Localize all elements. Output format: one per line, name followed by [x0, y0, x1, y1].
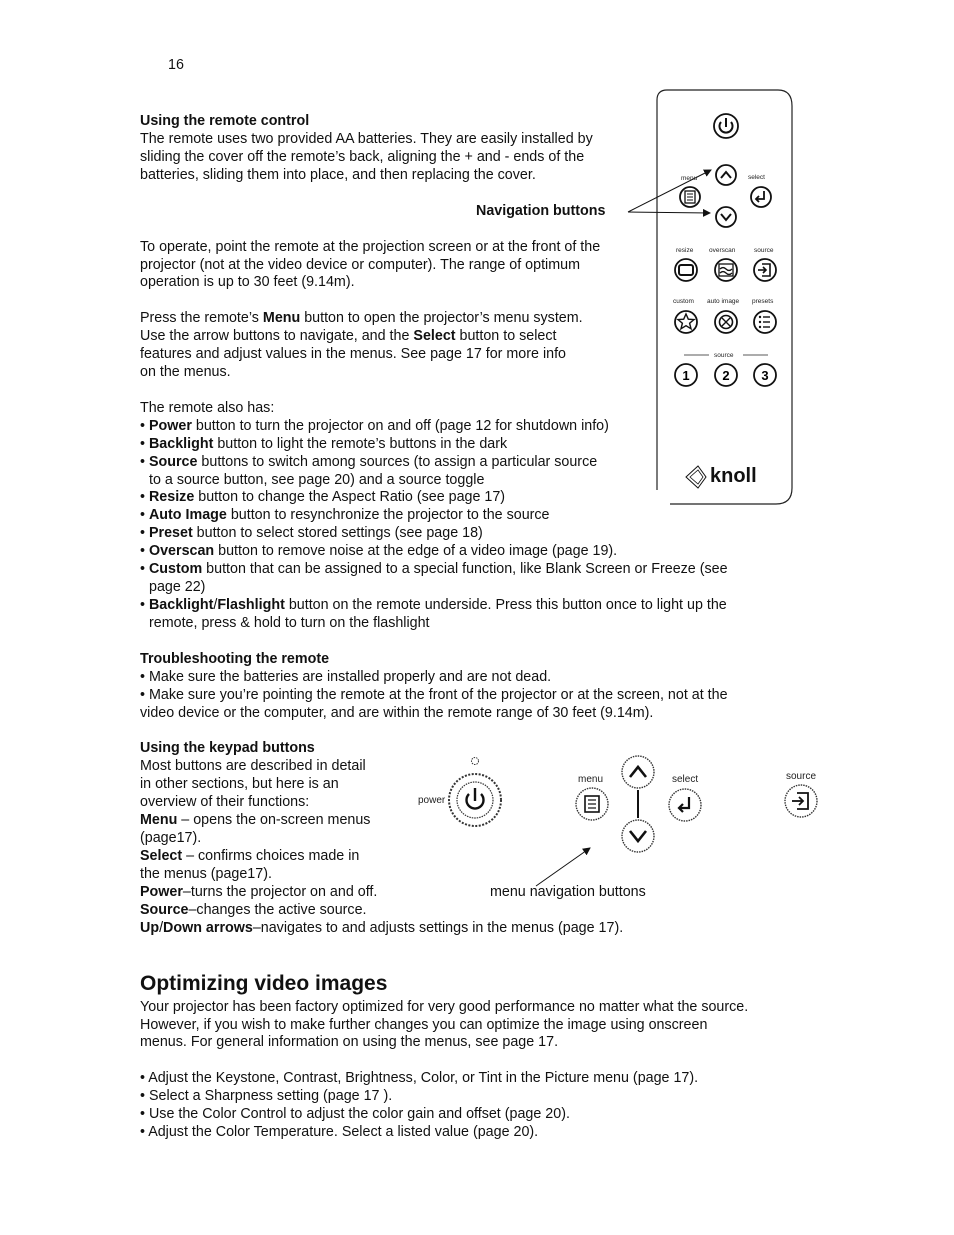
menu-instructions-line: on the menus.: [140, 364, 231, 380]
feature-bullet: • Preset button to select stored settings (see page 18): [140, 525, 483, 541]
auto-image-icon: [715, 311, 737, 333]
feature-bullet: • Backlight/Flashlight button on the remote underside. Press this button once to light up the: [140, 597, 727, 613]
keypad-source-icon: [785, 785, 817, 817]
keypad-select-desc-cont: the menus (page17).: [140, 866, 272, 882]
remote-menu-label: menu: [681, 175, 698, 182]
remote-auto-image-label: auto image: [707, 298, 740, 305]
svg-text:3: 3: [761, 368, 769, 383]
menu-instructions-line: features and adjust values in the menus. See page 17 for more info: [140, 346, 566, 362]
keypad-power-label: power: [418, 795, 446, 806]
feature-bullet: • Backlight button to light the remote’s buttons in the dark: [140, 436, 508, 452]
select-enter-icon: [751, 187, 771, 207]
source-2-button: [715, 364, 737, 386]
knoll-logo: [686, 465, 757, 488]
remote-also-has: The remote also has:: [140, 400, 275, 416]
optimize-heading: Optimizing video images: [140, 972, 388, 995]
resize-icon: [675, 259, 697, 281]
remote-overscan-label: overscan: [709, 247, 736, 254]
keypad-menu-label: menu: [578, 774, 604, 785]
remote-select-label: select: [748, 174, 765, 181]
keypad-down-arrow-icon: [622, 820, 654, 852]
feature-bullet: • Overscan button to remove noise at the edge of a video image (page 19).: [140, 543, 618, 559]
power-icon: [714, 114, 738, 138]
power-indicator-icon: [472, 758, 479, 765]
feature-bullet: • Custom button that can be assigned to a special function, like Blank Screen or Freeze (see: [140, 561, 728, 577]
keypad-menu-icon: [576, 788, 608, 820]
keypad-menu-desc: Menu – opens the on-screen menus: [140, 812, 371, 828]
feature-bullet: • Auto Image button to resynchronize the projector to the source: [140, 507, 550, 523]
keypad-intro-line: Most buttons are described in detail: [140, 758, 366, 774]
optimize-intro-line: menus. For general information on using the menus, see page 17.: [140, 1034, 559, 1050]
presets-icon: [754, 311, 776, 333]
keypad-power-icon: [449, 774, 501, 826]
keypad-heading: Using the keypad buttons: [140, 740, 315, 756]
source-icon: [754, 259, 776, 281]
remote-custom-label: custom: [673, 298, 694, 305]
remote-resize-label: resize: [676, 247, 694, 254]
keypad-select-label: select: [672, 774, 699, 785]
keypad-up-arrow-icon: [622, 756, 654, 788]
star-icon: [675, 311, 697, 333]
keypad-select-icon: [669, 789, 701, 821]
keypad-source-desc: Source–changes the active source.: [140, 902, 367, 918]
keypad-updown-desc: Up/Down arrows–navigates to and adjusts settings in the menus (page 17).: [140, 920, 624, 936]
svg-text:2: 2: [722, 368, 730, 383]
up-arrow-icon: [716, 165, 736, 185]
optimize-bullet: • Adjust the Keystone, Contrast, Brightness, Color, or Tint in the Picture menu (page 17).: [140, 1070, 699, 1086]
operate-line: To operate, point the remote at the projection screen or at the front of the: [140, 239, 601, 255]
feature-bullet: • Resize button to change the Aspect Ratio (see page 17): [140, 489, 506, 505]
operate-line: operation is up to 30 feet (9.14m).: [140, 274, 355, 290]
svg-text:knoll: knoll: [710, 465, 757, 487]
source-1-button: [675, 364, 697, 386]
menu-navigation-caption: menu navigation buttons: [490, 884, 646, 900]
remote-intro-line: batteries, sliding them into place, and then replacing the cover.: [140, 167, 536, 183]
keypad-intro-line: in other sections, but here is an: [140, 776, 339, 792]
menu-instructions-line: Press the remote’s Menu button to open the projector’s menu system.: [140, 310, 583, 326]
remote-intro-line: The remote uses two provided AA batteries. They are easily installed by: [140, 131, 593, 147]
trouble-heading: Troubleshooting the remote: [140, 651, 330, 667]
page-number: 16: [168, 57, 184, 73]
feature-bullet: • Source buttons to switch among sources (to assign a particular source: [140, 454, 598, 470]
menu-instructions-line: Use the arrow buttons to navigate, and the Select button to select: [140, 328, 557, 344]
overscan-icon: [715, 259, 737, 281]
feature-bullet-cont: remote, press & hold to turn on the flashlight: [149, 615, 430, 631]
optimize-intro-line: Your projector has been factory optimized for very good performance no matter what the source.: [140, 999, 749, 1015]
callout-arrow: [628, 212, 710, 213]
keypad-select-desc: Select – confirms choices made in: [140, 848, 360, 864]
remote-illustration: [610, 86, 800, 511]
remote-intro-line: sliding the cover off the remote’s back, aligning the + and - ends of the: [140, 149, 585, 165]
trouble-line: video device or the computer, and are within the remote range of 30 feet (9.14m).: [140, 705, 654, 721]
optimize-bullet: • Adjust the Color Temperature. Select a listed value (page 20).: [140, 1124, 539, 1140]
trouble-line: • Make sure you’re pointing the remote at the front of the projector or at the screen, not at the: [140, 687, 728, 703]
remote-heading: Using the remote control: [140, 113, 310, 129]
down-arrow-icon: [716, 207, 736, 227]
remote-presets-label: presets: [752, 298, 774, 305]
optimize-bullet: • Use the Color Control to adjust the color gain and offset (page 20).: [140, 1106, 570, 1122]
navigation-buttons-callout: Navigation buttons: [476, 203, 606, 219]
remote-source-group-label: source: [714, 352, 734, 359]
optimize-bullet: • Select a Sharpness setting (page 17 ).: [140, 1088, 393, 1104]
feature-bullet-cont: to a source button, see page 20) and a source toggle: [149, 472, 485, 488]
menu-icon: [680, 187, 700, 207]
keypad-source-label: source: [786, 771, 817, 782]
keypad-menu-desc-cont: (page17).: [140, 830, 202, 846]
remote-source-label: source: [754, 247, 774, 254]
keypad-intro-line: overview of their functions:: [140, 794, 310, 810]
keypad-power-desc: Power–turns the projector on and off.: [140, 884, 378, 900]
source-3-button: [754, 364, 776, 386]
optimize-intro-line: However, if you wish to make further changes you can optimize the image using onscreen: [140, 1017, 708, 1033]
feature-bullet: • Power button to turn the projector on and off (page 12 for shutdown info): [140, 418, 609, 434]
remote-body: [657, 90, 792, 504]
svg-text:1: 1: [682, 368, 690, 383]
feature-bullet-cont: page 22): [149, 579, 206, 595]
operate-line: projector (not at the video device or computer). The range of optimum: [140, 257, 580, 273]
trouble-line: • Make sure the batteries are installed properly and are not dead.: [140, 669, 552, 685]
caption-arrow: [536, 848, 590, 886]
